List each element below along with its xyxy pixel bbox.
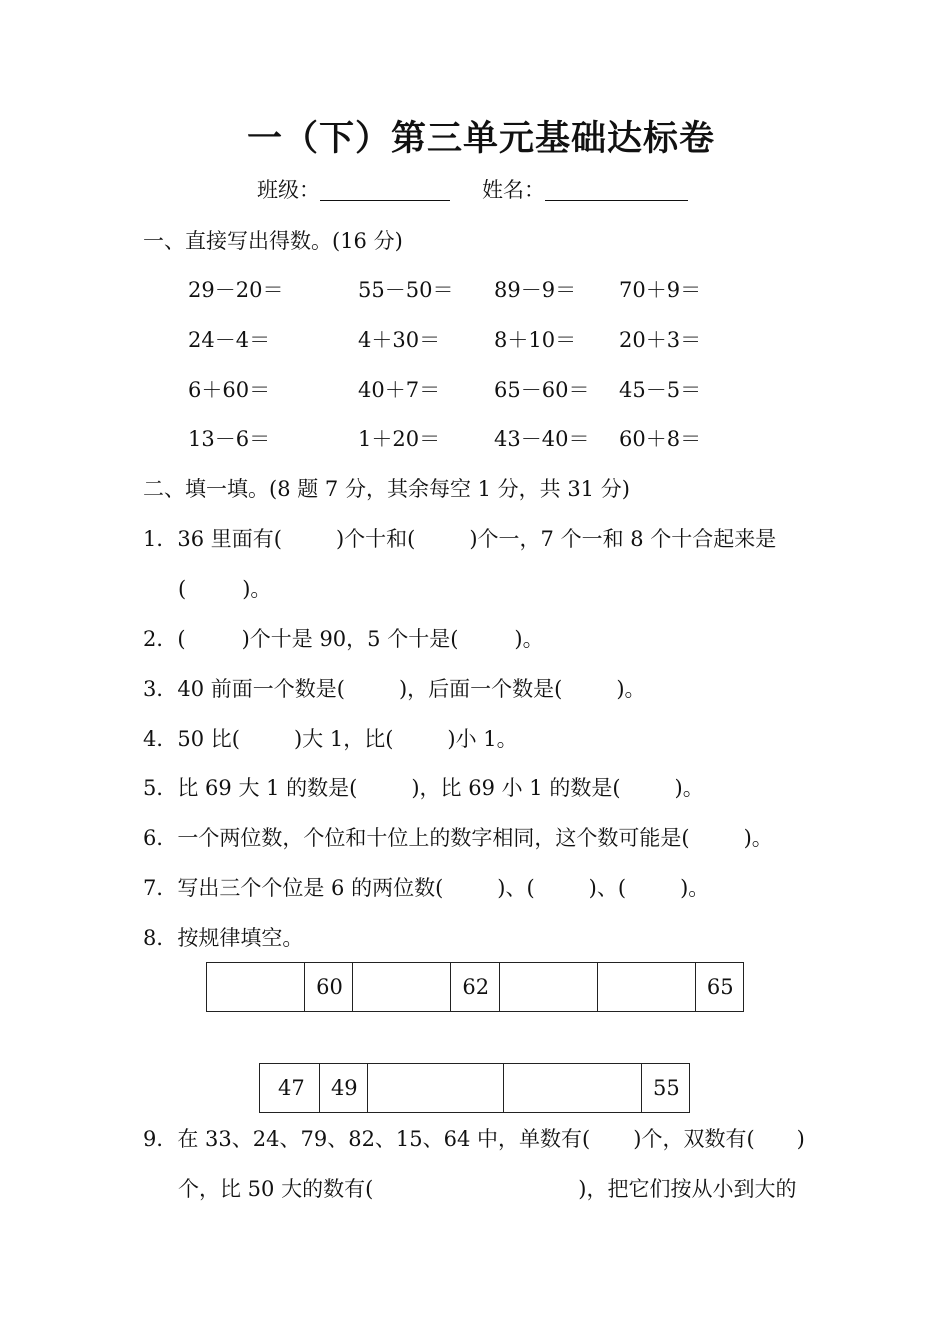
- sequence-cell[interactable]: [367, 1064, 504, 1113]
- problem: 70＋9＝: [619, 278, 702, 302]
- question-number: 3．: [143, 677, 178, 701]
- sequence-cell[interactable]: [207, 963, 305, 1012]
- problem: 65－60＝: [494, 378, 590, 402]
- question-number: 6．: [143, 826, 178, 850]
- sequence-cell: 62: [451, 963, 499, 1012]
- section2-heading: 二、填一填。(8 题 7 分，其余每空 1 分，共 31 分): [143, 477, 630, 501]
- problem: 60＋8＝: [619, 427, 702, 451]
- sequence-table-1: [206, 962, 744, 1012]
- question-number: 1．: [143, 527, 178, 551]
- question-1: 1．36 里面有( )个十和( )个一，7 个一和 8 个十合起来是: [143, 527, 777, 551]
- question-9: 9．在 33、24、79、82、15、64 中，单数有( )个，双数有( ): [143, 1127, 805, 1151]
- problem: 89－9＝: [494, 278, 577, 302]
- question-number: 7．: [143, 876, 178, 900]
- problem: 6＋60＝: [188, 378, 271, 402]
- problem: 1＋20＝: [358, 427, 441, 451]
- section1-heading: 一、直接写出得数。(16 分): [143, 229, 403, 253]
- problem: 55－50＝: [358, 278, 454, 302]
- sequence-cell[interactable]: [499, 963, 597, 1012]
- question-number: 8．: [143, 926, 178, 950]
- question-2: 2．( )个十是 90，5 个十是( )。: [143, 627, 544, 651]
- problem: 8＋10＝: [494, 328, 577, 352]
- question-number: 9．: [143, 1127, 178, 1151]
- question-5: 5．比 69 大 1 的数是( )，比 69 小 1 的数是( )。: [143, 776, 704, 800]
- question-number: 2．: [143, 627, 178, 651]
- class-field: [257, 180, 450, 201]
- question-number: 5．: [143, 776, 178, 800]
- sequence-cell: 60: [305, 963, 353, 1012]
- problem: 24－4＝: [188, 328, 271, 352]
- problem: 29－20＝: [188, 278, 284, 302]
- question-7: 7．写出三个个位是 6 的两位数( )、( )、( )。: [143, 876, 710, 900]
- question-number: 4．: [143, 727, 178, 751]
- sequence-table-2: [259, 1063, 690, 1113]
- sequence-cell[interactable]: [597, 963, 695, 1012]
- problem: 4＋30＝: [358, 328, 441, 352]
- sequence-cell[interactable]: [353, 963, 451, 1012]
- sequence-cell: 49: [319, 1064, 367, 1113]
- question-6: 6．一个两位数，个位和十位上的数字相同，这个数可能是( )。: [143, 826, 773, 850]
- question-3: 3．40 前面一个数是( )，后面一个数是( )。: [143, 677, 646, 701]
- sequence-cell: 47: [260, 1064, 320, 1113]
- problem: 20＋3＝: [619, 328, 702, 352]
- problem: 13－6＝: [188, 427, 271, 451]
- class-blank[interactable]: [320, 200, 450, 201]
- question-8: 8．按规律填空。: [143, 926, 304, 950]
- question-4: 4．50 比( )大 1，比( )小 1。: [143, 727, 518, 751]
- problem: 40＋7＝: [358, 378, 441, 402]
- class-label: 班级：: [257, 178, 320, 202]
- question-9-cont: 个，比 50 大的数有( )，把它们按从小到大的: [178, 1177, 797, 1201]
- name-field: [482, 180, 688, 201]
- problem: 43－40＝: [494, 427, 590, 451]
- sequence-cell: 65: [695, 963, 743, 1012]
- sequence-cell[interactable]: [504, 1064, 642, 1113]
- page-title: 一（下）第三单元基础达标卷: [247, 119, 716, 159]
- sequence-cell: 55: [641, 1064, 689, 1113]
- name-label: 姓名：: [482, 178, 545, 202]
- problem: 45－5＝: [619, 378, 702, 402]
- question-1-cont: ( )。: [178, 577, 272, 601]
- name-blank[interactable]: [545, 200, 688, 201]
